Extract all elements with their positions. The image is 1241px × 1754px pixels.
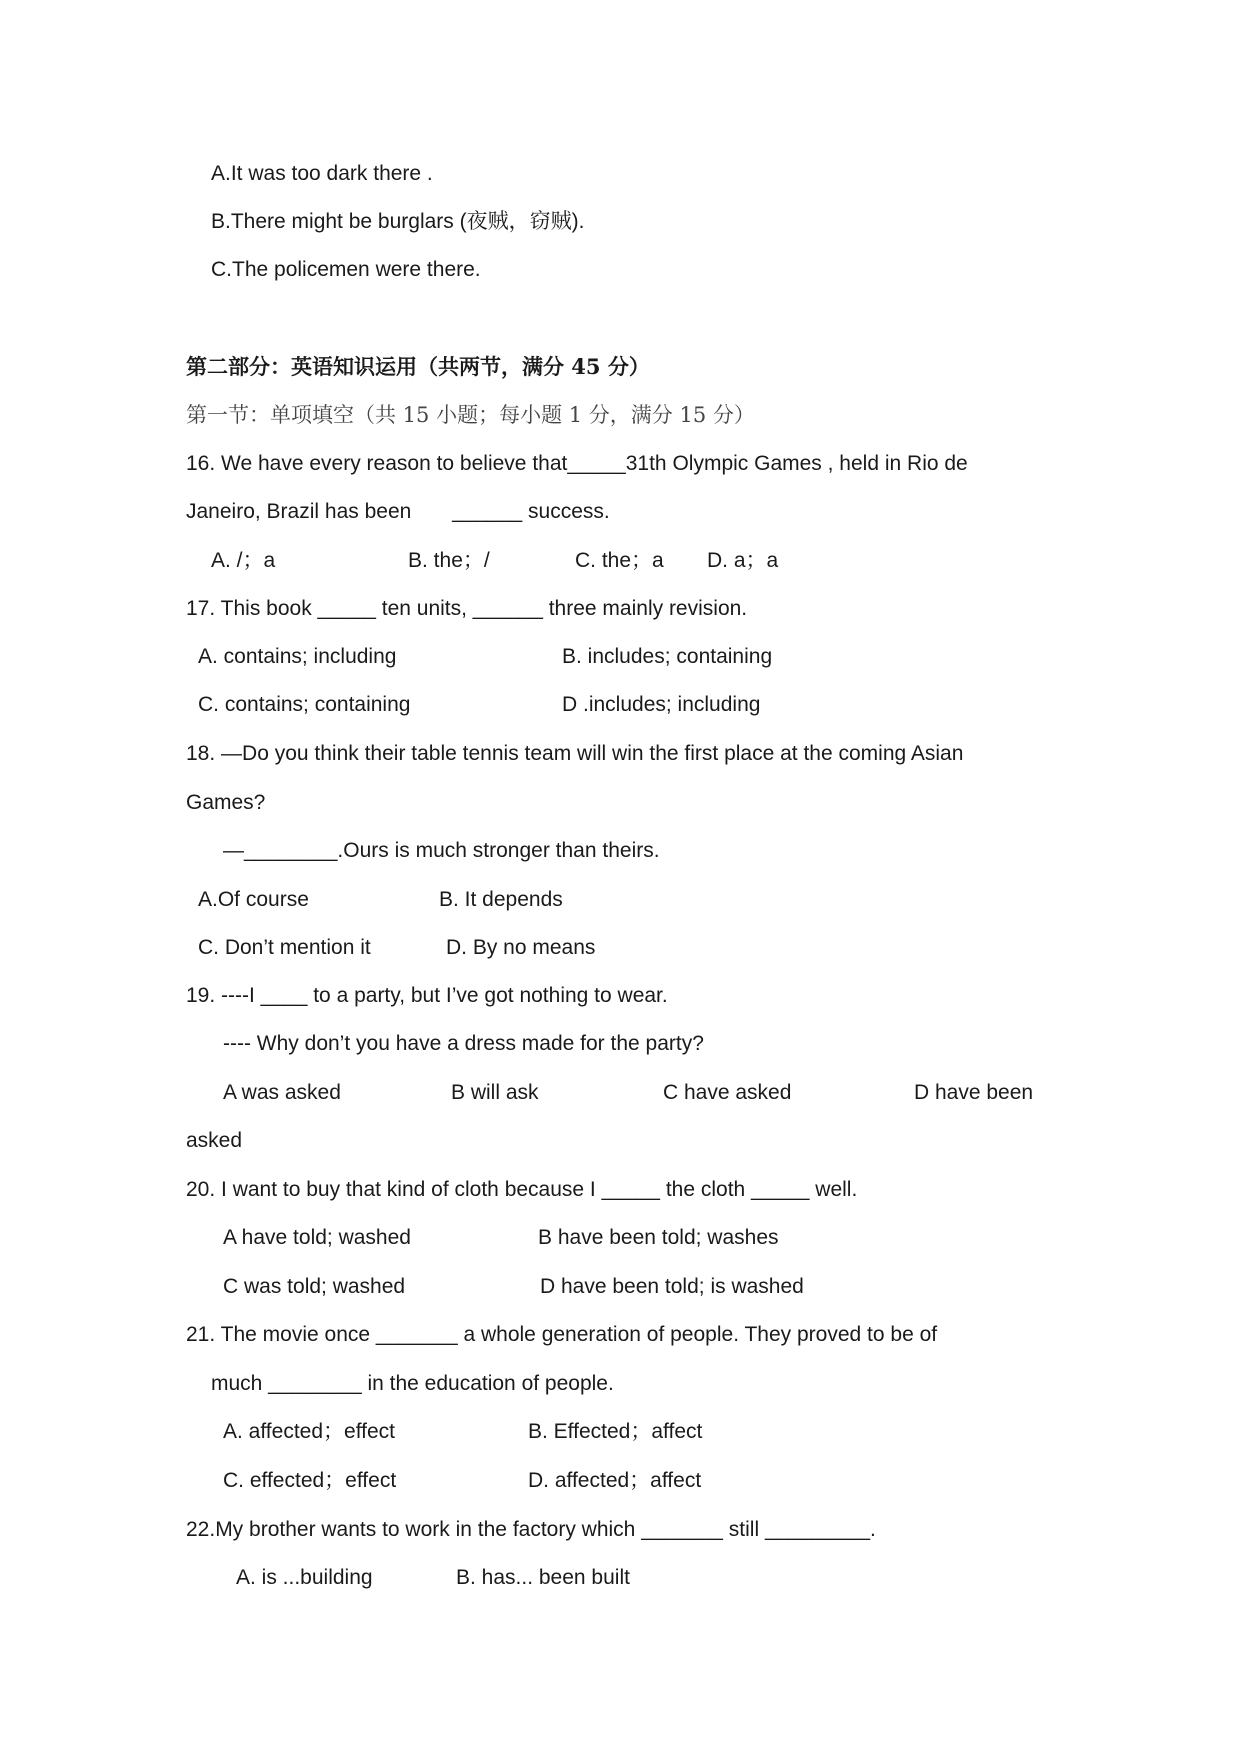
q21-line1: 21. The movie once _______ a whole generation of people. They proved to be of <box>186 1323 938 1346</box>
q22-option-a: A. is ...building <box>236 1566 373 1589</box>
q19-option-d: D have been <box>914 1081 1034 1104</box>
q19-line3: asked <box>186 1129 243 1152</box>
q16-option-b: B. the；/ <box>408 549 490 572</box>
q20-option-d: D have been told; is washed <box>540 1275 804 1298</box>
q19-line2: ---- Why don’t you have a dress made for the party? <box>223 1032 704 1055</box>
option-c-top: C.The policemen were there. <box>211 258 481 281</box>
q21-option-b: B. Effected；affect <box>528 1420 703 1443</box>
q16-line2: Janeiro, Brazil has been ______ success. <box>186 500 610 523</box>
option-a-top: A.It was too dark there . <box>211 162 433 185</box>
q20-option-a: A have told; washed <box>223 1226 411 1249</box>
q19-option-a: A was asked <box>223 1081 341 1104</box>
q17-line1: 17. This book _____ ten units, ______ three mainly revision. <box>186 597 748 620</box>
q21-option-c: C. effected；effect <box>223 1469 397 1492</box>
q20-option-c: C was told; washed <box>223 1275 406 1298</box>
q21-option-d: D. affected；affect <box>528 1469 702 1492</box>
part2-heading: 第二部分：英语知识运用（共两节，满分 45 分） <box>186 354 650 379</box>
option-b-top: B.There might be burglars (夜贼，窃贼). <box>211 210 585 233</box>
q17-option-c: C. contains; containing <box>198 693 411 716</box>
q22-line1: 22.My brother wants to work in the factory which _______ still _________. <box>186 1518 876 1541</box>
q17-option-a: A. contains; including <box>198 645 397 668</box>
q22-option-b: B. has... been built <box>456 1566 630 1589</box>
q19-option-c: C have asked <box>663 1081 792 1104</box>
q20-option-b: B have been told; washes <box>538 1226 779 1249</box>
q18-option-c: C. Don’t mention it <box>198 936 371 959</box>
q18-line1: 18. —Do you think their table tennis team will win the first place at the coming Asian <box>186 742 964 765</box>
q21-line2: much ________ in the education of people. <box>211 1372 614 1395</box>
q16-option-a: A. /；a <box>211 549 276 572</box>
q19-option-b: B will ask <box>451 1081 539 1104</box>
q17-option-d: D .includes; including <box>562 693 761 716</box>
q20-line1: 20. I want to buy that kind of cloth because I _____ the cloth _____ well. <box>186 1178 858 1201</box>
q16-line1: 16. We have every reason to believe that_____31th Olympic Games , held in Rio de <box>186 452 968 475</box>
section1-heading: 第一节：单项填空（共 15 小题；每小题 1 分，满分 15 分） <box>186 403 755 427</box>
q17-option-b: B. includes; containing <box>562 645 773 668</box>
q18-option-b: B. It depends <box>439 888 563 911</box>
q16-option-c: C. the；a <box>575 549 664 572</box>
q18-option-d: D. By no means <box>446 936 596 959</box>
q19-line1: 19. ----I ____ to a party, but I’ve got nothing to wear. <box>186 984 668 1007</box>
q18-option-a: A.Of course <box>198 888 309 911</box>
q16-option-d: D. a；a <box>707 549 779 572</box>
q21-option-a: A. affected；effect <box>223 1420 395 1443</box>
q18-line2: Games? <box>186 791 266 814</box>
q18-line3: —________.Ours is much stronger than theirs. <box>223 839 660 862</box>
